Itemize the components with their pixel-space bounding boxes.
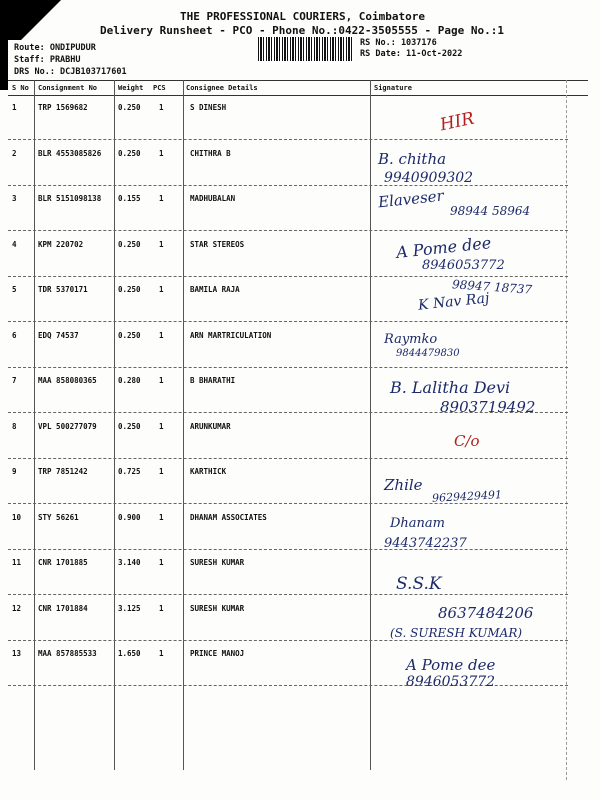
row-pcs: 1 [159,285,164,294]
row-pcs: 1 [159,558,164,567]
row-separator [8,276,568,277]
row-consignee: KARTHICK [190,467,227,476]
row-weight: 0.250 [118,285,141,294]
row-consignment: TDR 5370171 [38,285,88,294]
row-consignment: BLR 5151098138 [38,194,102,203]
column-divider [183,80,184,770]
row-pcs: 1 [159,603,164,613]
handwritten-phone: 8903719492 [440,398,536,416]
staff-label: Staff: PRABHU [14,55,81,65]
row-sno: 8 [12,421,17,431]
handwritten-signature: B. chitha [378,150,447,168]
row-sno: 4 [12,239,17,249]
col-weight: Weight [118,84,144,92]
row-pcs: 1 [159,148,164,158]
col-consignee: Consignee Details [186,84,258,92]
handwritten-phone: 8637484206 [438,604,534,622]
row-separator [8,594,568,595]
drs-number: DRS No.: DCJB103717601 [14,67,127,77]
handwritten-signature: Zhile [384,476,423,494]
row-separator [8,230,568,231]
col-consignment: Consignment No [38,84,98,92]
row-weight: 0.250 [118,239,141,249]
col-signature: Signature [374,84,412,92]
row-sno: 1 [12,103,17,112]
scan-shadow [0,0,70,40]
column-divider [34,80,35,770]
row-weight: 0.900 [118,512,141,522]
row-consignment: CNR 1701885 [38,558,88,567]
row-separator [8,185,568,186]
row-sno: 7 [12,376,17,385]
row-sno: 13 [12,649,22,658]
company-title: THE PROFESSIONAL COURIERS, Coimbatore [180,10,426,23]
row-consignee: STAR STEREOS [190,239,245,249]
row-separator [8,503,568,504]
row-consignee: PRINCE MANOJ [190,649,245,658]
barcode [258,37,354,61]
row-consignee: SURESH KUMAR [190,603,245,613]
rs-number: RS No.: 1037176 [360,38,437,48]
row-weight: 0.250 [118,148,141,158]
handwritten-phone: 9629429491 [431,488,503,505]
row-weight: 0.280 [118,376,141,385]
row-consignment: VPL 500277079 [38,421,97,431]
row-pcs: 1 [159,649,164,658]
row-separator [8,321,568,322]
row-sno: 11 [12,558,22,567]
row-separator [8,139,568,140]
row-pcs: 1 [159,512,164,522]
row-pcs: 1 [159,376,164,385]
row-sno: 12 [12,603,22,613]
row-weight: 1.650 [118,649,141,658]
col-pcs: PCS [153,84,166,92]
scan-shadow-edge [0,0,8,90]
row-consignment: KPM 220702 [38,239,84,249]
table-header-rule [8,95,588,96]
handwritten-phone: 9844479830 [396,348,460,359]
runsheet-title: Delivery Runsheet - PCO - Phone No.:0422-3505555 - Page No.:1 [100,24,504,37]
row-sno: 2 [12,148,17,158]
row-weight: 0.250 [118,330,141,340]
row-consignee: MADHUBALAN [190,194,236,203]
row-consignment: CNR 1701884 [38,603,88,613]
row-weight: 3.140 [118,558,141,567]
handwritten-signature: HIR [438,108,477,136]
row-consignee: ARUNKUMAR [190,421,231,431]
row-consignee: SURESH KUMAR [190,558,245,567]
row-consignment: MAA 858080365 [38,376,97,385]
row-pcs: 1 [159,467,164,476]
row-weight: 0.250 [118,421,141,431]
handwritten-signature: A Pome dee [395,233,493,262]
row-consignment: EDQ 74537 [38,330,79,340]
row-consignment: BLR 4553085826 [38,148,102,158]
row-consignee: ARN MARTRICULATION [190,330,272,340]
row-consignment: MAA 857885533 [38,649,97,658]
row-pcs: 1 [159,239,164,249]
row-weight: 0.250 [118,103,141,112]
handwritten-phone: 9940909302 [384,170,474,186]
rs-date: RS Date: 11-Oct-2022 [360,49,463,59]
handwritten-phone: 98947 18737 [451,277,533,297]
row-sno: 5 [12,285,17,294]
row-separator [8,549,568,550]
handwritten-signature: (S. SURESH KUMAR) [390,626,523,640]
handwritten-signature: Elaveser [377,186,445,212]
row-consignee: DHANAM ASSOCIATES [190,512,267,522]
row-pcs: 1 [159,194,164,203]
row-consignee: S DINESH [190,103,227,112]
row-weight: 0.155 [118,194,141,203]
handwritten-phone: 98944 58964 [450,204,531,218]
handwritten-phone: 8946053772 [406,674,496,690]
row-consignee: B BHARATHI [190,376,236,385]
route-label: Route: ONDIPUDUR [14,43,96,53]
row-pcs: 1 [159,103,164,112]
col-sno: S No [12,84,29,92]
handwritten-phone: 9443742237 [384,536,467,551]
row-pcs: 1 [159,421,164,431]
table-top-rule [8,80,588,81]
handwritten-phone: 8946053772 [422,258,505,273]
row-consignment: TRP 7851242 [38,467,88,476]
row-pcs: 1 [159,330,164,340]
handwritten-signature: B. Lalitha Devi [390,378,511,397]
row-consignee: BAMILA RAJA [190,285,240,294]
row-consignment: STY 56261 [38,512,79,522]
row-weight: 0.725 [118,467,141,476]
handwritten-signature: A Pome dee [406,656,496,674]
handwritten-signature: K Nav Raj [417,290,491,314]
column-divider [370,80,371,770]
handwritten-signature: Raymko [384,332,438,347]
row-sno: 10 [12,512,22,522]
row-sno: 9 [12,467,17,476]
handwritten-signature: C/o [454,432,480,450]
row-sno: 3 [12,194,17,203]
row-consignee: CHITHRA B [190,148,231,158]
row-consignment: TRP 1569682 [38,103,88,112]
row-weight: 3.125 [118,603,141,613]
column-divider [114,80,115,770]
handwritten-signature: Dhanam [390,516,445,531]
row-separator [8,458,568,459]
row-separator [8,367,568,368]
row-sno: 6 [12,330,17,340]
handwritten-signature: S.S.K [396,574,442,594]
